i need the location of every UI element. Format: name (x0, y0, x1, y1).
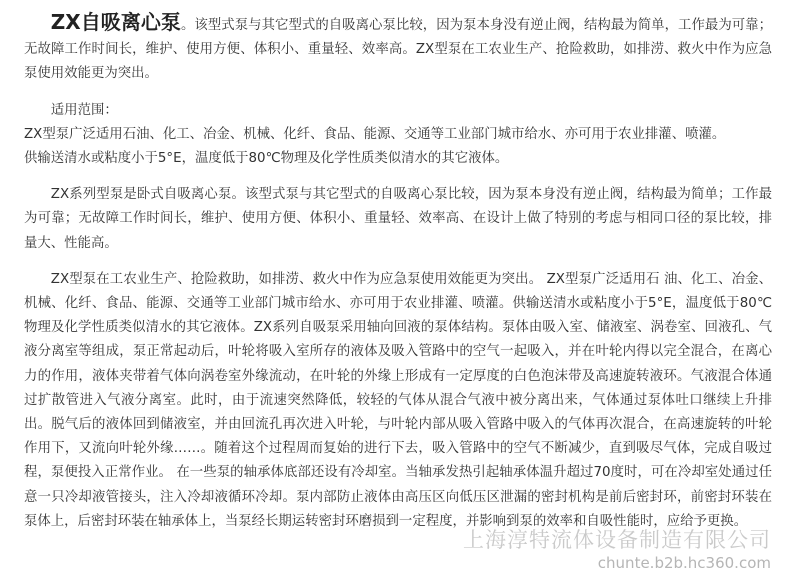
scope-heading: 适用范围： (50, 102, 118, 118)
paragraph-gap (24, 256, 772, 268)
article-body (24, 10, 772, 534)
watermark (391, 528, 771, 574)
intro-paragraph (24, 10, 772, 87)
watermark-url: chunte.b2b.hc360.com (597, 554, 771, 572)
paragraph-gap (24, 171, 772, 183)
watermark-company: 上海淳特流体设备制造有限公司 (463, 528, 771, 552)
series-paragraph: ZX系列型泵是卧式自吸离心泵。该型式泵与其它型式的自吸离心泵比较，因为泵本身没有逆止阀，结构最为简单；工作最为可靠；无故障工作时间长，维护、使用方便、体积小、重量轻、效率高、在设计上做了特别的考虑与相同口径的泵比较，排量大、性能高。 (24, 187, 772, 251)
paragraph-gap (24, 87, 772, 99)
scope-line-1: ZX型泵广泛适用石油、化工、冶金、机械、化纤、食品、能源、交通等工业部门城市给水、亦可用于农业排灌、喷灌。 (24, 126, 726, 142)
scope-line-2: 供输送清水或粘度小于5°E，温度低于80℃物理及化学性质类似清水的其它液体。 (24, 151, 509, 167)
structure-paragraph: ZX型泵在工农业生产、抢险救助，如排涝、救火中作为应急泵使用效能更为突出。 ZX型泵广泛适用石 油、化工、冶金、机械、化纤、食品、能源、交通等工业部门城市给水、亦可用于农业排灌、喷灌。供输送清水或粘度小于5°E，温度低于80℃物理及化学性质类似清水的其它液体。ZX系列自吸泵采用轴向回液的泵体结构。泵体由吸入室、储液室、涡卷室、回液孔、气液分离室等组成，泵正常起动后，叶轮将吸入室所存的液体及吸入管路中的空气一起吸入，并在叶轮内得以完全混合，在离心力的作用，液体夹带着气体向涡卷室外缘流动，在叶轮的外缘上形成有一定厚度的白色泡沫带及高速旋转液环。气液混合体通过扩散管进入气液分离室。此时，由于流速突然降低，较轻的气体从混合气液中被分离出来，气体通过泵体吐口继续上升排出。脱气后的液体回到储液室，并由回流孔再次进入叶轮，与叶轮内部从吸入管路中吸入的气体再次混合，在高速旋转的叶轮作用下，又流向叶轮外缘……。随着这个过程周而复始的进行下去，吸入管路中的空气不断减少，直到吸尽气体，完成自吸过程，泵便投入正常作业。 在一些泵的轴承体底部还设有冷却室。当轴承发热引起轴承体温升超过70度时，可在冷却室处通过任意一只冷却液管接头，注入冷却液循环冷却。泵内部防止液体由高压区向低压区泄漏的密封机构是前后密封环，前密封环装在泵体上，后密封环装在轴承体上，当泵经长期运转密封环磨损到一定程度，并影响到泵的效率和自吸性能时，应给予更换。 (24, 271, 772, 529)
intro-text: 。该型式泵与其它型式的自吸离心泵比较，因为泵本身没有逆止阀，结构最为简单，工作最为可靠；无故障工作时间长，维护、使用方便、体积小、重量轻、效率高。ZX型泵在工农业生产、抢险救助，如排涝、救火中作为应急泵使用效能更为突出。 (24, 18, 773, 82)
product-title: ZX自吸离心泵 (50, 10, 181, 34)
